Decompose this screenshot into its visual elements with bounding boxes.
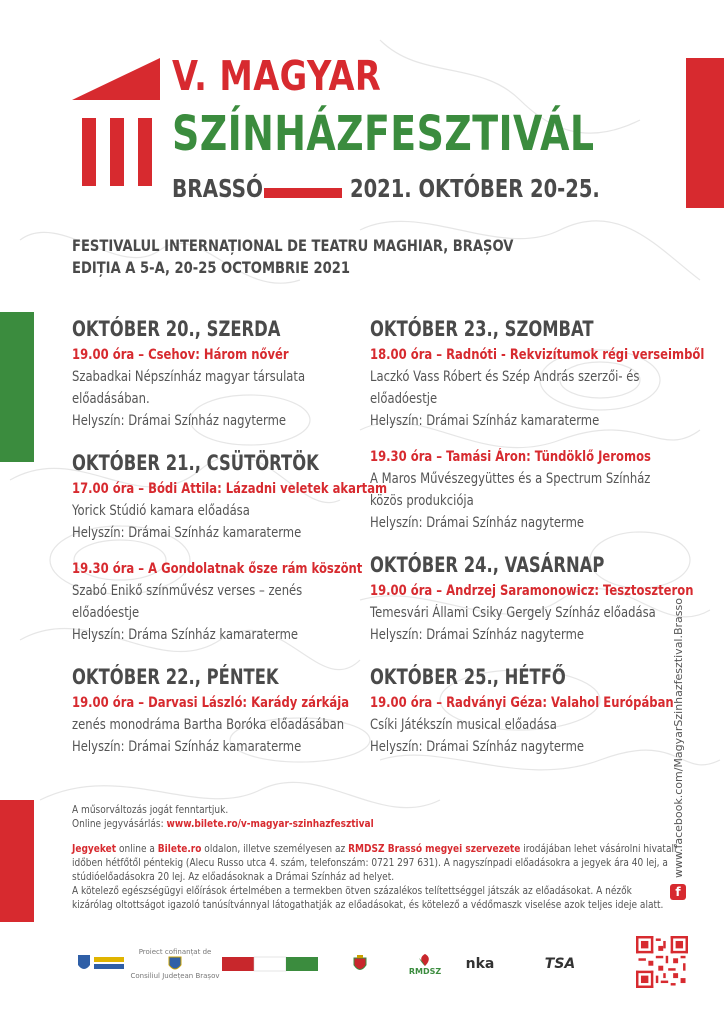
right-red-bar [686, 58, 724, 208]
rmdsz-label: RMDSZ [408, 967, 442, 976]
hungarian-coat-of-arms-icon [353, 955, 367, 973]
event-detail: zenés monodráma Bartha Boróka előadásában [72, 717, 345, 733]
schedule-left-column [72, 316, 388, 758]
event-detail: Yorick Stúdió kamara előadása [72, 503, 250, 519]
sponsor-logo-county-council [130, 944, 220, 984]
event-venue: Helyszín: Drámai Színház nagyterme [370, 627, 585, 643]
program-notice [72, 803, 440, 831]
event-venue: Helyszín: Drámai Színház kamaraterme [370, 413, 600, 429]
rmdsz-office: RMDSZ Brassó megyei szervezete [348, 842, 521, 855]
event-detail: Szabó Enikő színművész verses – zenés [72, 583, 303, 599]
info-line: kizárólag oltottságot igazoló tanúsítvánnyal látogathatják az előadásokat, és kötelező a védőmaszk viselése azok teljes ideje alatt. [72, 898, 664, 911]
sponsor-logo-rmdsz [400, 944, 450, 984]
info-line: stúdióelőadásokra 20 lej. Az előadásoknak a Drámai Színház ad helyet. [72, 870, 395, 883]
day-heading: OKTÓBER 22., PÉNTEK [72, 665, 279, 689]
event-title: 19.00 óra – Radványi Géza: Valahol Európában [370, 695, 674, 711]
sponsor-logo-ministry [330, 944, 390, 984]
day-heading: OKTÓBER 21., CSÜTÖRTÖK [72, 451, 319, 475]
sponsor-caption: Proiect cofinanțat de [138, 948, 212, 956]
event-title: 19.30 óra – A Gondolatnak ősze rám köszönt [72, 561, 363, 577]
day-block [72, 316, 362, 432]
event-detail: előadóestje [370, 391, 438, 407]
info-line: A kötelező egészségügyi előírások értelmében a termekben ötven százalékos telítettséggel játszák az előadásokat. A nézők [72, 884, 632, 897]
facebook-url[interactable]: www.facebook.com/MagyarSzinhazfesztival.Brasso [672, 598, 685, 878]
day-block [370, 664, 674, 758]
day-heading: OKTÓBER 24., VASÁRNAP [370, 553, 605, 577]
ticket-info [72, 842, 724, 912]
sponsor-logo-brasov [70, 944, 130, 984]
sponsor-name: Consiliul Județean Brașov [130, 972, 220, 980]
event-venue: Helyszín: Drámai Színház kamaraterme [72, 525, 302, 541]
tickets-word: Jegyeket [72, 842, 117, 855]
left-green-bar [0, 312, 34, 462]
event-title: 19.00 óra – Darvasi László: Karády zárkája [72, 695, 350, 711]
event-venue: Helyszín: Drámai Színház nagyterme [370, 739, 585, 755]
county-crest-icon [167, 956, 183, 972]
info-line: időben hétfőtől péntekig (Alecu Russo utca 4. szám, telefonszám: 0721 297 631). A nagyszínpadi előadásokra a jegyek ára 40 lej, a [72, 856, 668, 869]
tulip-icon [415, 952, 435, 968]
festival-dates: 2021. OKTÓBER 20-25. [350, 174, 600, 203]
event-detail: A Maros Művészegyüttes és a Spectrum Színház [370, 471, 651, 487]
sponsor-logo-flag-banner [220, 944, 320, 984]
day-block [370, 552, 694, 646]
event-detail: közös produkciója [370, 493, 474, 509]
theatre-logo-icon [70, 58, 170, 208]
event-venue: Helyszín: Drámai Színház nagyterme [72, 413, 287, 429]
brasov-crest-icon [74, 953, 126, 975]
day-block [72, 450, 388, 646]
event-detail: Temesvári Állami Csiky Gergely Színház előadása [370, 605, 656, 621]
event-title: 19.00 óra – Andrzej Saramonowicz: Tesztoszteron [370, 583, 694, 599]
event-detail: előadásában. [72, 391, 150, 407]
program-change-notice: A műsorváltozás jogát fenntartjuk. [72, 803, 229, 816]
event-venue: Helyszín: Drámai Színház nagyterme [370, 515, 585, 531]
event-venue: Helyszín: Drámai Színház kamaraterme [72, 739, 302, 755]
event-title: 17.00 óra – Bódi Attila: Lázadni veletek akartam [72, 481, 388, 497]
sponsor-logo-tsa [520, 944, 600, 984]
nka-label: nka [465, 956, 495, 972]
festival-city: BRASSÓ [172, 174, 264, 203]
online-ticket-line [72, 817, 374, 831]
info-text: irodájában lehet vásárolni hivatali [520, 842, 677, 855]
festival-title-line1: V. MAGYAR [172, 52, 382, 100]
day-heading: OKTÓBER 25., HÉTFŐ [370, 665, 566, 689]
day-heading: OKTÓBER 20., SZERDA [72, 317, 281, 341]
day-heading: OKTÓBER 23., SZOMBAT [370, 317, 594, 341]
info-text: oldalon, illetve személyesen az [201, 842, 349, 855]
ticket-link[interactable]: www.bilete.ro/v-magyar-szinhazfesztival [166, 817, 374, 830]
info-line [72, 842, 677, 856]
event-detail: Laczkó Vass Róbert és Szép András szerzői- és [370, 369, 640, 385]
tricolor-banner-icon [222, 953, 318, 975]
event-title: 18.00 óra – Radnóti - Rekvizítumok régi verseimből [370, 347, 705, 363]
bilete-link[interactable]: Bilete.ro [157, 842, 202, 855]
day-block [72, 664, 362, 758]
romanian-subtitle-line2: EDIȚIA A 5-A, 20-25 OCTOMBRIE 2021 [72, 258, 351, 277]
festival-title-line2: SZÍNHÁZFESZTIVÁL [172, 106, 595, 162]
left-red-bar [0, 800, 34, 922]
event-detail: Csíki Játékszín musical előadása [370, 717, 557, 733]
qr-code[interactable] [636, 936, 688, 988]
event-detail: előadóestje [72, 605, 140, 621]
sponsor-logos [60, 944, 620, 984]
online-ticket-label: Online jegyvásárlás: [72, 817, 167, 830]
city-divider-bar [264, 188, 342, 198]
event-title: 19.30 óra – Tamási Áron: Tündöklő Jeromos [370, 449, 651, 465]
day-block [370, 316, 705, 534]
tsa-label: TSA [544, 956, 576, 972]
romanian-subtitle-line1: FESTIVALUL INTERNAȚIONAL DE TEATRU MAGHIAR, BRAȘOV [72, 236, 514, 255]
event-detail: Szabadkai Népszínház magyar társulata [72, 369, 306, 385]
facebook-icon[interactable]: f [670, 884, 686, 900]
event-title: 19.00 óra – Csehov: Három nővér [72, 347, 289, 363]
event-venue: Helyszín: Dráma Színház kamaraterme [72, 627, 299, 643]
info-text: online a [116, 842, 158, 855]
sponsor-logo-nka [460, 944, 500, 984]
